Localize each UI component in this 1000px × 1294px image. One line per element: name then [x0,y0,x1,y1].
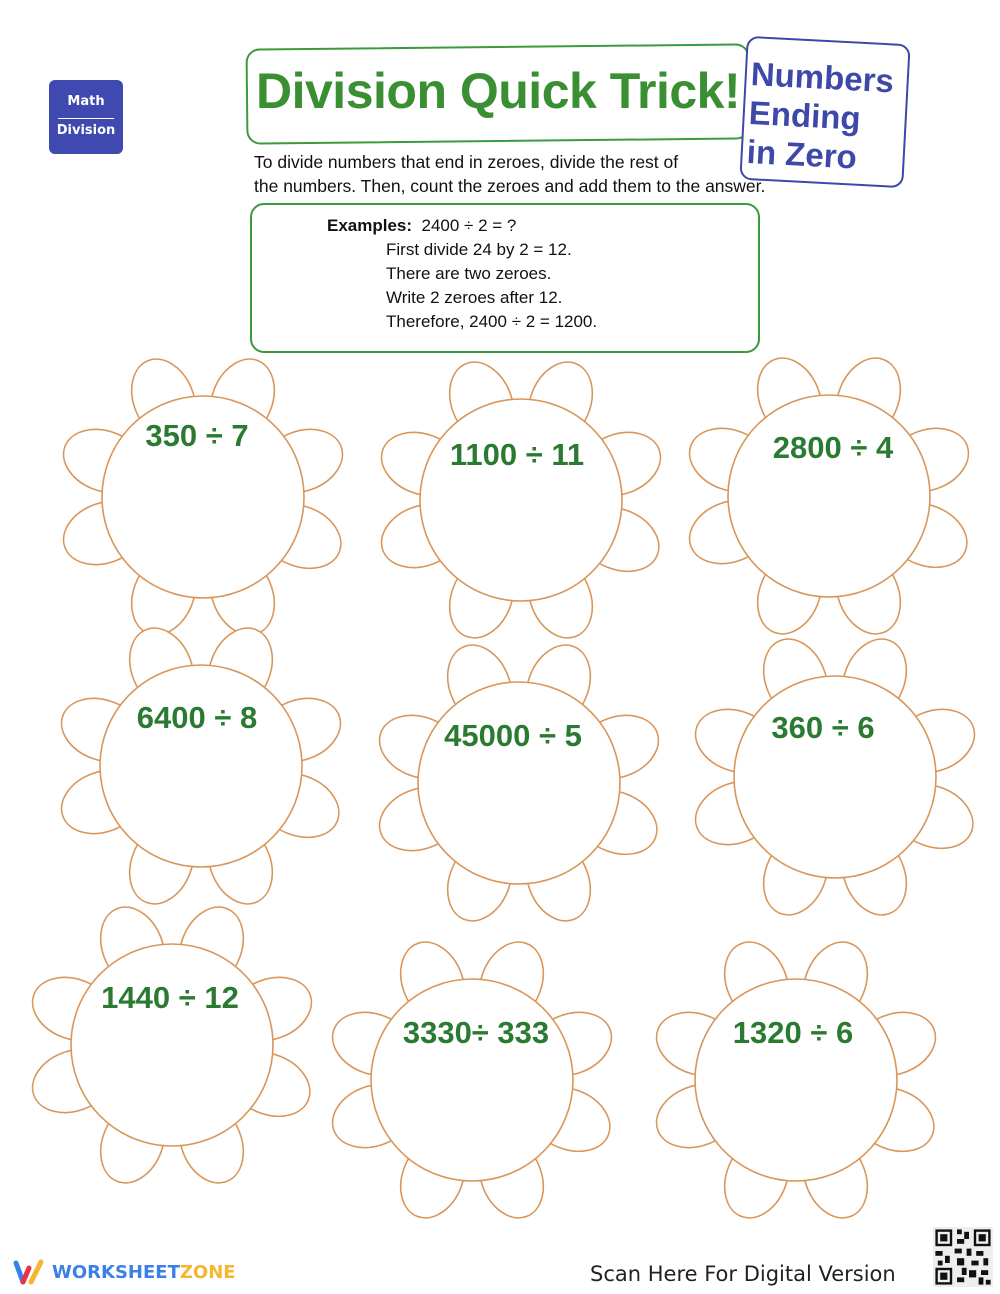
flower [648,932,945,1227]
problem-7: 1440 ÷ 12 [101,980,239,1015]
badge-topic: Division [56,123,116,138]
problem-2: 1100 ÷ 11 [449,437,585,472]
example-label: Examples: [327,216,413,235]
problem-6: 360 ÷ 6 [771,710,875,745]
brand-part-1: WORKSHEET [52,1262,180,1283]
flower [324,932,621,1227]
problem-4: 6400 ÷ 8 [136,700,258,735]
instructions-line-1: To divide numbers that end in zeroes, divide the rest of [254,152,679,172]
flower [55,349,352,644]
example-problem: 2400 ÷ 2 = ? [421,216,517,235]
flower [371,635,668,930]
brand-name [52,1262,236,1283]
problem-5: 45000 ÷ 5 [444,718,582,753]
problem-9: 1320 ÷ 6 [732,1015,854,1050]
brand-part-2: ZONE [179,1262,236,1283]
answer-circle[interactable] [371,979,573,1181]
problem-8: 3330÷ 333 [402,1015,550,1050]
badge-subject: Math [67,94,105,109]
example-step: First divide 24 by 2 = 12. [386,240,572,259]
flower [24,897,321,1192]
worksheetzone-logo-icon [12,1258,48,1286]
flower [373,352,670,647]
answer-circle[interactable] [734,676,936,878]
flower [53,618,350,913]
flower [681,348,978,643]
answer-circle[interactable] [728,395,930,597]
tag-line-3: in Zero [745,132,858,176]
example-step: Therefore, 2400 ÷ 2 = 1200. [386,312,598,331]
answer-circle[interactable] [420,399,622,601]
instructions-line-2: the numbers. Then, count the zeroes and add them to the answer. [254,176,766,196]
tag-line-2: Ending [747,93,862,137]
answer-circle[interactable] [695,979,897,1181]
flower [687,629,984,924]
example-step: Write 2 zeroes after 12. [386,288,563,307]
scan-caption: Scan Here For Digital Version [590,1262,896,1286]
page-title: Division Quick Trick! [256,63,741,119]
answer-circle[interactable] [418,682,620,884]
tag-line-1: Numbers [750,54,895,100]
answer-circle[interactable] [100,665,302,867]
answer-circle[interactable] [71,944,273,1146]
example-step: There are two zeroes. [386,264,552,283]
problem-3: 2800 ÷ 4 [772,430,894,465]
problem-1: 350 ÷ 7 [145,418,249,453]
qr-code-icon[interactable] [933,1227,993,1287]
